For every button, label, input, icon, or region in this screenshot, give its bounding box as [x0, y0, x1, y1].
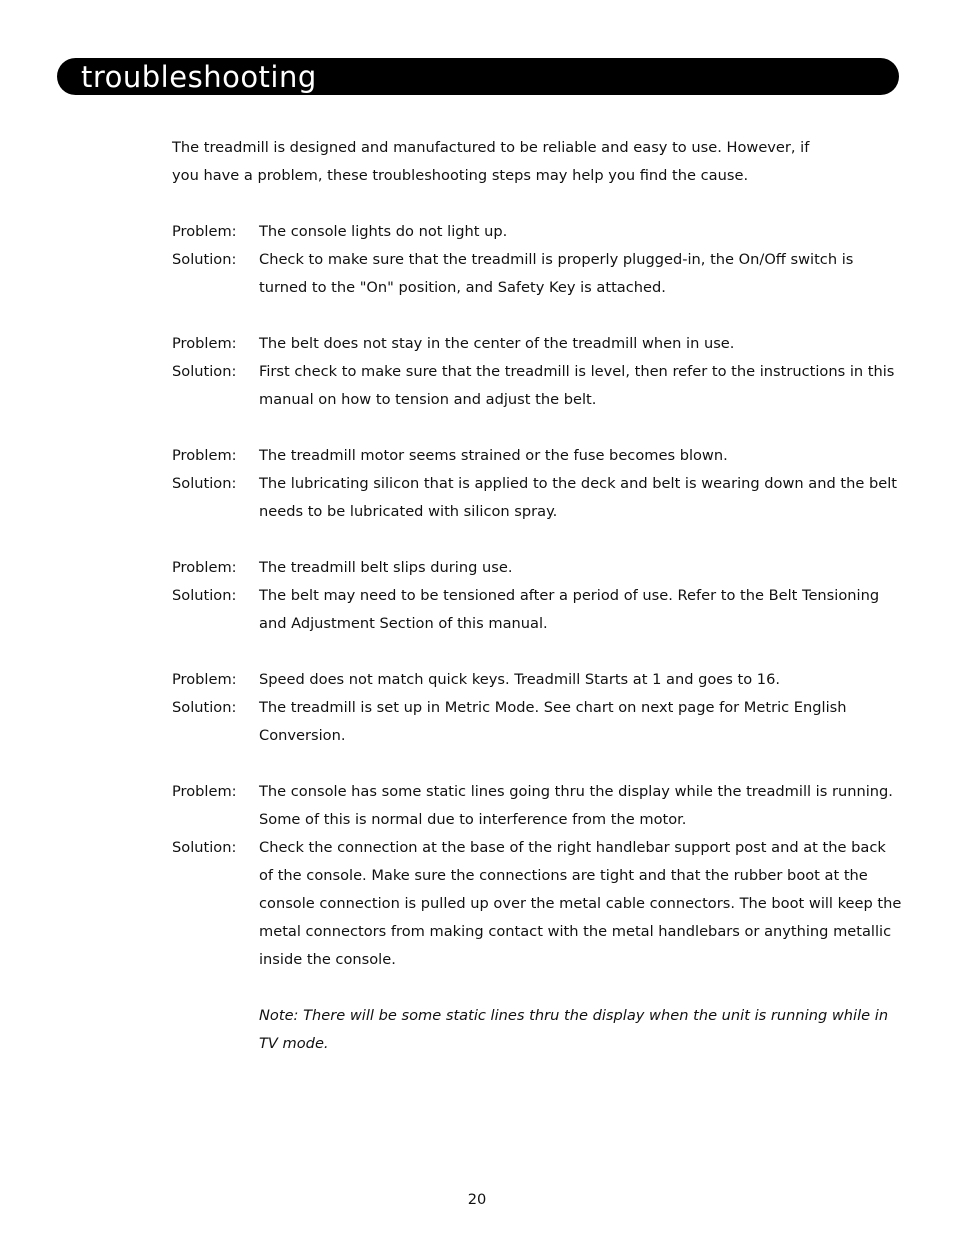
problem-label: Problem:: [172, 671, 237, 688]
problem-label: Problem:: [172, 783, 237, 800]
solution-row: [172, 246, 902, 302]
problem-row: [172, 218, 902, 246]
page-title: troubleshooting: [81, 60, 317, 94]
problem-label: Problem:: [172, 559, 237, 576]
solution-text: Check to make sure that the treadmill is properly plugged-in, the On/Off switch is turned to the "On" position, and Safety Key is attached.: [259, 251, 854, 296]
solution-text: The belt may need to be tensioned after a period of use. Refer to the Belt Tensioning and Adjustment Section of this manual.: [259, 587, 880, 632]
section-header-bar: [57, 58, 899, 95]
problem-text: The belt does not stay in the center of the treadmill when in use.: [259, 335, 735, 352]
problem-row: [172, 442, 902, 470]
solution-label: Solution:: [172, 363, 237, 380]
solution-text: The lubricating silicon that is applied to the deck and belt is wearing down and the belt needs to be lubricated with silicon spray.: [259, 475, 898, 520]
solution-label: Solution:: [172, 699, 237, 716]
troubleshooting-entry: [172, 778, 902, 1058]
problem-row: [172, 666, 902, 694]
problem-text: The treadmill belt slips during use.: [259, 559, 513, 576]
problem-row: [172, 330, 902, 358]
troubleshooting-entry: [172, 442, 902, 526]
solution-label: Solution:: [172, 587, 237, 604]
troubleshooting-entry: [172, 554, 902, 638]
page-number: 20: [467, 1191, 487, 1208]
problem-label: Problem:: [172, 335, 237, 352]
intro-paragraph: The treadmill is designed and manufactured to be reliable and easy to use. However, if you have a problem, these troubleshooting steps may help you find the cause.: [172, 139, 810, 184]
troubleshooting-content: [172, 134, 902, 1086]
note-indent: [172, 1002, 259, 1058]
troubleshooting-entry: [172, 330, 902, 414]
note-text: Note: There will be some static lines thru the display when the unit is running while in TV mode.: [259, 1007, 889, 1052]
solution-text: The treadmill is set up in Metric Mode. See chart on next page for Metric English Conversion.: [259, 699, 847, 744]
troubleshooting-entry: [172, 666, 902, 750]
problem-text: Speed does not match quick keys. Treadmill Starts at 1 and goes to 16.: [259, 671, 781, 688]
problem-row: [172, 778, 902, 834]
solution-label: Solution:: [172, 839, 237, 856]
solution-row: [172, 470, 902, 526]
solution-label: Solution:: [172, 475, 237, 492]
solution-label: Solution:: [172, 251, 237, 268]
problem-label: Problem:: [172, 223, 237, 240]
solution-row: [172, 582, 902, 638]
troubleshooting-entry: [172, 218, 902, 302]
problem-label: Problem:: [172, 447, 237, 464]
solution-row: [172, 834, 902, 974]
solution-row: [172, 358, 902, 414]
problem-row: [172, 554, 902, 582]
solution-text: Check the connection at the base of the right handlebar support post and at the back of the console. Make sure the connections are tight and that the rubber boot at the console connection is pulled up over the metal cable connectors. The boot will keep the metal connectors from making contact with the metal handlebars or anything metallic inside the console.: [259, 839, 902, 968]
problem-text: The console has some static lines going thru the display while the treadmill is running. Some of this is normal due to interference from the motor.: [259, 783, 893, 828]
problem-text: The treadmill motor seems strained or the fuse becomes blown.: [259, 447, 728, 464]
solution-text: First check to make sure that the treadmill is level, then refer to the instructions in this manual on how to tension and adjust the belt.: [259, 363, 895, 408]
problem-text: The console lights do not light up.: [259, 223, 508, 240]
note-row: [172, 1002, 902, 1058]
solution-row: [172, 694, 902, 750]
